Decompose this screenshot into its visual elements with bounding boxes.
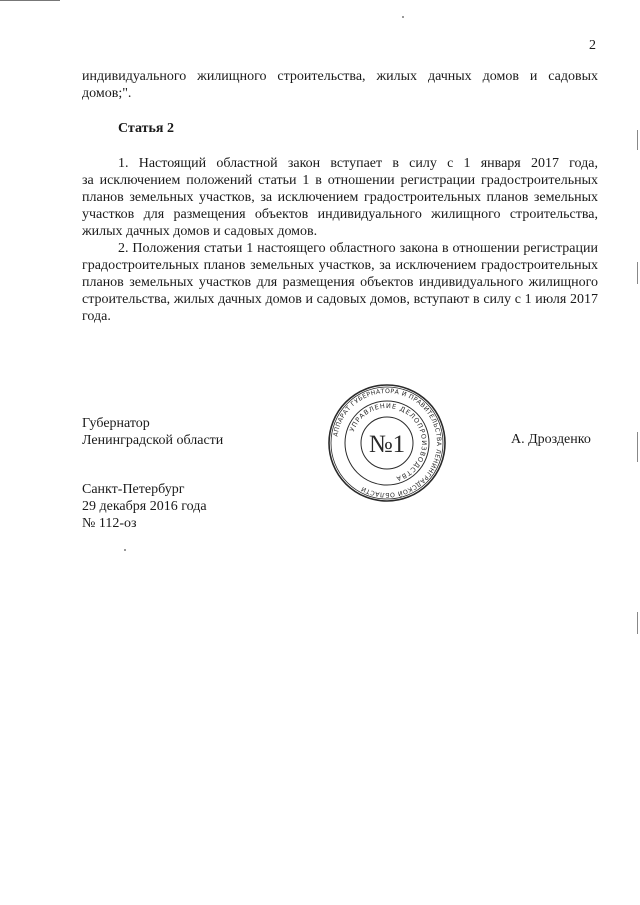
paragraph-2: 2. Положения статьи 1 настоящего областного закона в отношении регистрации градостроительных планов земельных участков, за исключением градостроительных планов земельных участков для размещения объектов индивидуального жилищного строительства, жилых дачных домов и садовых домов, вступают в силу с 1 июля 2017 года.: [82, 241, 598, 324]
stamp-inner-text: УПРАВЛЕНИЕ ДЕЛОПРОИЗВОДСТВА: [348, 401, 429, 483]
article-body: [82, 155, 598, 325]
scan-edge-mark-1: [637, 130, 638, 150]
paragraph-1: за исключением положений статьи 1 в отношении регистрации градостроительных планов земельных участков, за исключением градостроительных планов земельных участков для размещения объектов индивидуального жилищного строительства, жилых дачных домов и садовых домов.: [82, 173, 598, 239]
scan-corner-mark: [0, 0, 60, 2]
scan-edge-mark-4: [637, 612, 638, 634]
law-number: № 112-оз: [82, 516, 137, 531]
scan-edge-mark-2: [637, 262, 638, 284]
governor-title-line-1: Губернатор: [82, 416, 150, 431]
official-stamp: [327, 383, 447, 503]
continuation-paragraph: индивидуального жилищного строительства, жилых дачных домов и садовых домов;".: [82, 69, 598, 101]
scan-edge-mark-3: [637, 432, 638, 462]
continuation-text: [82, 68, 598, 102]
governor-name: А. Дрозденко: [511, 432, 591, 447]
scan-speck: [402, 16, 404, 18]
article-heading: Статья 2: [118, 121, 174, 136]
governor-title-line-2: Ленинградской области: [82, 433, 224, 448]
paragraph-1-first-line: 1. Настоящий областной закон вступает в силу с 1 января 2017 года,: [118, 156, 598, 171]
stamp-center-number: №1: [368, 431, 406, 458]
signing-date: 29 декабря 2016 года: [82, 499, 207, 514]
stamp-outer-text: АППАРАТ ГУБЕРНАТОРА И ПРАВИТЕЛЬСТВА ЛЕНИНГРАДСКОЙ ОБЛАСТИ: [332, 387, 443, 499]
page-number: 2: [589, 38, 596, 53]
signing-place: Санкт-Петербург: [82, 482, 185, 497]
scan-speck: [124, 549, 126, 551]
